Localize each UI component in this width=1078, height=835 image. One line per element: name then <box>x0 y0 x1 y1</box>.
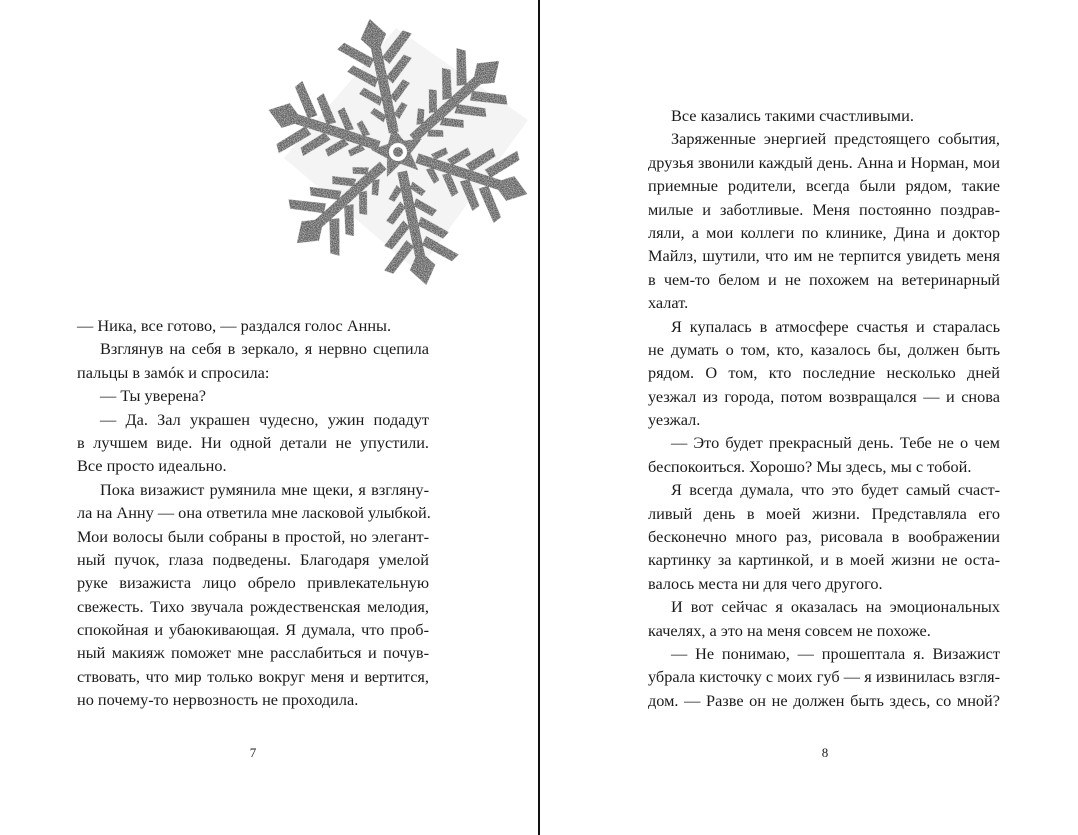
text-line: качелях, а это на меня совсем не похоже. <box>648 620 931 640</box>
text-line: ствовать, что мир только вокруг меня и вертится, <box>77 666 429 686</box>
page-number: 7 <box>249 745 257 760</box>
text-line: ла на Анну — она ответила мне ласковой улыбкой. <box>77 503 431 523</box>
text-line: Взглянув на себя в зеркало, я нервно сцепила <box>100 339 429 359</box>
text-line: милые и заботливые. Меня постоянно поздрав- <box>648 199 1000 219</box>
text-line: ливый день в моей жизни. Представляла его <box>648 503 1000 523</box>
text-line: приемные родители, всегда были рядом, такие <box>648 176 1000 196</box>
text-line: Заряженные энергией предстоящего события, <box>671 129 1000 149</box>
text-line: Я всегда думала, что это будет самый счаст- <box>671 480 1000 500</box>
text-line: свежесть. Тихо звучала рождественская мелодия, <box>77 596 429 616</box>
text-line: спокойная и убаюкивающая. Я думала, что проб- <box>77 620 429 640</box>
text-line: убрала кисточку с моих губ — я извинилась взгля- <box>648 667 1000 687</box>
page-number: 8 <box>821 745 829 760</box>
text-line: пальцы в замóк и спросила: <box>77 362 270 382</box>
text-line: И вот сейчас я оказалась на эмоциональных <box>671 597 1000 617</box>
text-line: друзья звонили каждый день. Анна и Норман, мои <box>648 152 1000 172</box>
text-line: Я купалась в атмосфере счастья и старалась <box>671 316 1000 336</box>
text-line: — Ника, все готово, — раздался голос Анны. <box>77 316 392 335</box>
text-line: бесконечно много раз, рисовала в воображении <box>648 527 1000 547</box>
text-line: — Не понимаю, — прошептала я. Визажист <box>671 643 1000 663</box>
text-line: уезжал из города, потом возвращался — и снова <box>648 386 1000 406</box>
text-line: Мои волосы были собраны в простой, но элегант- <box>77 526 429 546</box>
text-line: уезжал. <box>648 410 701 430</box>
text-line: — Это будет прекрасный день. Тебе не о чем <box>671 433 1000 453</box>
text-line: валось места ни для чего другого. <box>648 573 883 593</box>
left-page-text <box>77 314 429 712</box>
text-line: Все просто идеально. <box>77 456 227 476</box>
text-line: ный макияж поможет мне расслабиться и почув- <box>77 643 429 663</box>
text-line: не думать о том, кто, казалось бы, должен быть <box>648 339 1000 359</box>
text-line: Майлз, шутили, что им не терпится увидеть меня <box>648 246 1000 266</box>
text-line: — Ты уверена? <box>100 386 206 406</box>
text-line: но почему-то нервозность не проходила. <box>77 690 359 710</box>
text-line: — Да. Зал украшен чудесно, ужин подадут <box>100 409 429 429</box>
text-line: халат. <box>648 293 689 313</box>
text-line: в чем-то белом и не похожем на ветеринарный <box>648 269 1000 289</box>
text-line: беспокоиться. Хорошо? Мы здесь, мы с тобой. <box>648 456 972 476</box>
right-page <box>540 0 1078 835</box>
text-line: в лучшем виде. Ни одной детали не упустили. <box>77 432 429 452</box>
text-line: Все казались такими счастливыми. <box>671 106 914 125</box>
right-page-text <box>648 104 1000 712</box>
text-line: Пока визажист румянила мне щеки, я взгляну- <box>100 479 429 499</box>
text-line: руке визажиста лицо обрело привлекательную <box>77 573 429 593</box>
text-line: ный пучок, глаза подведены. Благодаря умелой <box>77 549 429 569</box>
text-line: ляли, а мои коллеги по клинике, Дина и доктор <box>648 222 1000 242</box>
snowflake-illustration <box>246 10 536 285</box>
text-line: картинку за картинкой, и в моей жизни не оста- <box>648 550 1000 570</box>
left-page <box>0 0 538 835</box>
text-line: рядом. О том, кто последние несколько дней <box>648 363 1000 383</box>
text-line: дом. — Разве он не должен быть здесь, со мной? <box>648 690 1000 710</box>
